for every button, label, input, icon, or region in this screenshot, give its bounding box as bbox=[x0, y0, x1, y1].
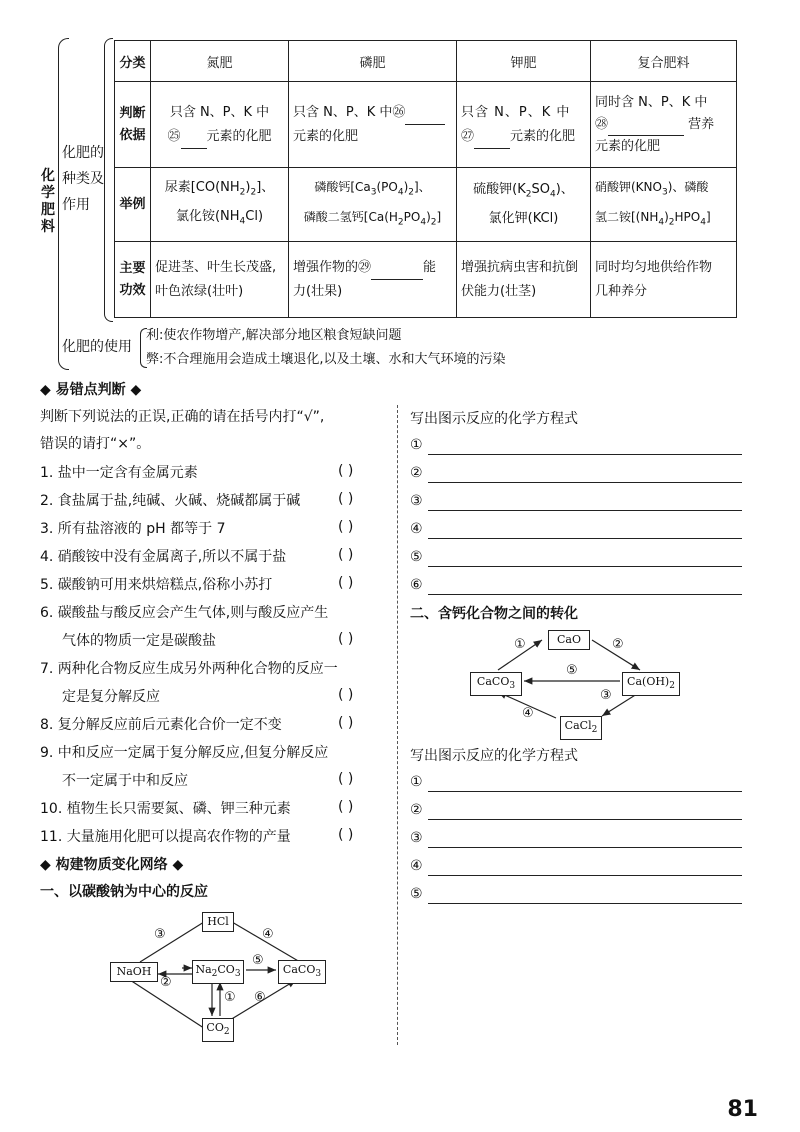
formula-text: 硫酸钾(K bbox=[473, 182, 526, 198]
node-text: CO bbox=[206, 1021, 224, 1034]
node-text: CaCl bbox=[564, 719, 592, 732]
blank-number: ㉕ bbox=[167, 128, 181, 144]
answer-paren[interactable]: ( ) bbox=[338, 799, 354, 815]
answer-paren[interactable]: ( ) bbox=[338, 519, 354, 535]
row-label-text: 功效 bbox=[119, 282, 146, 298]
vertical-heading bbox=[40, 168, 56, 236]
mistake-item-cont: 定是复分解反应 bbox=[62, 689, 160, 705]
heading-char: 化 bbox=[41, 168, 55, 184]
node-na2co3 bbox=[192, 960, 244, 984]
cell-effect-p bbox=[289, 242, 457, 318]
cell-text: 几种养分 bbox=[595, 283, 648, 299]
mistake-item: 9. 中和反应一定属于复分解反应,但复分解反应 bbox=[40, 745, 329, 761]
cell-text: 元素的化肥 bbox=[595, 138, 661, 154]
node-cacl2 bbox=[560, 716, 602, 740]
answer-paren[interactable]: ( ) bbox=[338, 687, 354, 703]
usage-con: 弊:不合理施用会造成土壤退化,以及土壤、水和大气环境的污染 bbox=[146, 352, 506, 367]
cell-text: 只含 N、P、K 中 bbox=[293, 104, 393, 120]
cell-text: 伏能力(壮茎) bbox=[461, 283, 537, 299]
edge-label: ③ bbox=[600, 688, 612, 703]
answer-paren[interactable]: ( ) bbox=[338, 463, 354, 479]
equation-prompt: 写出图示反应的化学方程式 bbox=[410, 748, 578, 764]
node-text: CO bbox=[217, 963, 235, 976]
formula-text: HPO bbox=[674, 209, 701, 224]
formula-text: ) bbox=[403, 180, 409, 195]
node-co2 bbox=[202, 1018, 234, 1042]
blank-number: ㉙ bbox=[358, 259, 372, 275]
mistake-item-cont: 不一定属于中和反应 bbox=[62, 773, 188, 789]
equation-line[interactable] bbox=[428, 566, 742, 567]
cell-text: 能 bbox=[423, 259, 437, 275]
node-sub: 2 bbox=[211, 969, 218, 980]
types-label-line: 作用 bbox=[62, 197, 90, 213]
cell-example-n bbox=[151, 168, 289, 242]
answer-paren[interactable]: ( ) bbox=[338, 491, 354, 507]
header-cell: 钾肥 bbox=[457, 41, 591, 82]
mistake-item: 2. 食盐属于盐,纯碱、火碱、烧碱都属于碱 bbox=[40, 493, 301, 509]
formula-sub: 4 bbox=[397, 187, 404, 198]
mistake-item: 10. 植物生长只需要氮、磷、钾三种元素 bbox=[40, 801, 291, 817]
answer-blank[interactable] bbox=[608, 119, 684, 136]
formula-sub: 4 bbox=[658, 216, 665, 227]
section-sodium-carbonate: 一、以碳酸钠为中心的反应 bbox=[40, 884, 208, 900]
row-label-text: 举例 bbox=[119, 196, 146, 212]
equation-number: ③ bbox=[410, 493, 423, 509]
cell-text: 同时含 N、P、K 中 bbox=[595, 94, 708, 110]
cell-text: 促进茎、叶生长茂盛, bbox=[155, 259, 277, 275]
mistakes-intro: 错误的请打“×”。 bbox=[40, 436, 151, 452]
answer-blank[interactable] bbox=[371, 263, 423, 280]
row-label-judge bbox=[115, 82, 151, 168]
mistakes-intro: 判断下列说法的正误,正确的请在括号内打“√”, bbox=[40, 409, 325, 425]
edge-label: ② bbox=[160, 975, 172, 990]
cell-judge-n bbox=[151, 82, 289, 168]
cell-text: 元素的化肥 bbox=[293, 128, 359, 144]
formula-text: 尿素[CO(NH bbox=[164, 179, 240, 195]
cell-text: 叶色浓绿(壮叶) bbox=[155, 283, 244, 299]
types-label-line: 化肥的 bbox=[62, 145, 104, 161]
section-calcium: 二、含钙化合物之间的转化 bbox=[410, 606, 578, 622]
node-text: CaCO bbox=[476, 675, 510, 688]
mistake-item: 1. 盐中一定含有金属元素 bbox=[40, 465, 198, 481]
edge-label: ① bbox=[514, 637, 526, 652]
node-text: CaCO bbox=[282, 963, 316, 976]
formula-sub: 4 bbox=[420, 216, 427, 227]
node-hcl: HCl bbox=[202, 912, 234, 932]
header-cell: 氮肥 bbox=[151, 41, 289, 82]
edge-hcl-naoh bbox=[140, 922, 204, 962]
formula-text: ) bbox=[245, 179, 251, 195]
formula-text: 磷酸钙[Ca bbox=[314, 180, 371, 195]
equation-prompt: 写出图示反应的化学方程式 bbox=[410, 411, 578, 427]
row-label-text: 判断 bbox=[119, 105, 146, 121]
formula-sub: 4 bbox=[700, 216, 706, 227]
formula-sub: 2 bbox=[430, 216, 437, 227]
node-text: Na bbox=[195, 963, 212, 976]
edge-label: ⑤ bbox=[252, 953, 264, 968]
edge-label: ⑥ bbox=[254, 990, 266, 1005]
formula-sub: 3 bbox=[370, 187, 377, 198]
formula-text: 硝酸钾(KNO bbox=[595, 180, 662, 195]
formula-text: ] bbox=[705, 209, 711, 224]
formula-sub: 2 bbox=[408, 187, 414, 198]
heading-char: 料 bbox=[41, 219, 55, 235]
formula-text: 氯化铵(NH bbox=[175, 208, 240, 224]
equation-number: ⑥ bbox=[410, 577, 423, 593]
formula-text: ]、 bbox=[414, 180, 431, 195]
answer-paren[interactable]: ( ) bbox=[338, 827, 354, 843]
equation-number: ① bbox=[410, 774, 423, 790]
usage-label: 化肥的使用 bbox=[62, 339, 132, 355]
types-label-line: 种类及 bbox=[62, 171, 104, 187]
heading-char: 学 bbox=[41, 185, 55, 201]
node-cao: CaO bbox=[548, 630, 590, 650]
formula-sub: 4 bbox=[239, 216, 246, 227]
cell-example-k bbox=[457, 168, 591, 242]
cell-text: 增强抗病虫害和抗倒 bbox=[461, 259, 579, 275]
equation-number: ② bbox=[410, 802, 423, 818]
equation-number: ② bbox=[410, 465, 423, 481]
header-cell: 复合肥料 bbox=[591, 41, 737, 82]
equation-line[interactable] bbox=[428, 903, 742, 904]
mistakes-heading: ◆ 易错点判断 ◆ bbox=[40, 382, 142, 398]
formula-text: ) bbox=[426, 209, 431, 224]
formula-sub: 2 bbox=[525, 189, 532, 200]
equation-line[interactable] bbox=[428, 875, 742, 876]
node-sub: 3 bbox=[315, 969, 322, 980]
formula-sub: 2 bbox=[668, 216, 675, 227]
node-sub: 2 bbox=[669, 681, 675, 692]
network-heading: ◆ 构建物质变化网络 ◆ bbox=[40, 857, 184, 873]
equation-line[interactable] bbox=[428, 510, 742, 511]
mistake-item-cont: 气体的物质一定是碳酸盐 bbox=[62, 633, 216, 649]
formula-text: ]、 bbox=[256, 179, 275, 195]
formula-text: )、 bbox=[555, 182, 574, 198]
formula-text: 氯化钾(KCl) bbox=[488, 210, 559, 226]
cell-text: 增强作物的 bbox=[293, 259, 359, 275]
answer-blank[interactable] bbox=[405, 108, 445, 125]
answer-paren[interactable]: ( ) bbox=[338, 547, 354, 563]
node-naoh: NaOH bbox=[110, 962, 158, 982]
formula-text: 氢二铵[(NH bbox=[595, 209, 659, 224]
equation-line[interactable] bbox=[428, 538, 742, 539]
cell-example-c bbox=[591, 168, 737, 242]
equation-number: ④ bbox=[410, 521, 423, 537]
mistake-item: 5. 碳酸钠可用来烘焙糕点,俗称小苏打 bbox=[40, 577, 273, 593]
formula-text: Cl) bbox=[245, 208, 264, 224]
equation-number: ④ bbox=[410, 858, 423, 874]
equation-line[interactable] bbox=[428, 454, 742, 455]
formula-text: 磷酸二氢钙[Ca(H bbox=[303, 209, 398, 224]
equation-line[interactable] bbox=[428, 594, 742, 595]
equation-number: ⑤ bbox=[410, 549, 423, 565]
row-label-text: 主要 bbox=[119, 260, 146, 276]
node-sub: 3 bbox=[509, 681, 516, 692]
mistake-item: 11. 大量施用化肥可以提高农作物的产量 bbox=[40, 829, 291, 845]
row-label-text: 依据 bbox=[119, 127, 146, 143]
formula-sub: 2 bbox=[239, 187, 246, 198]
formula-sub: 3 bbox=[661, 187, 668, 198]
page-number: 81 bbox=[727, 1097, 758, 1122]
answer-paren[interactable]: ( ) bbox=[338, 771, 354, 787]
node-sub: 2 bbox=[591, 725, 598, 736]
edge-label: ③ bbox=[154, 927, 166, 942]
equation-line[interactable] bbox=[428, 847, 742, 848]
node-caco3 bbox=[278, 960, 326, 984]
mistake-item: 6. 碳酸盐与酸反应会产生气体,则与酸反应产生 bbox=[40, 605, 329, 621]
heading-char: 肥 bbox=[41, 202, 55, 218]
blank-number: ㉖ bbox=[392, 104, 406, 120]
equation-line[interactable] bbox=[428, 482, 742, 483]
usage-pro: 利:使农作物增产,解决部分地区粮食短缺问题 bbox=[146, 328, 402, 343]
row-label-effect bbox=[115, 242, 151, 318]
formula-sub: 4 bbox=[550, 189, 556, 200]
edge-label: ④ bbox=[522, 706, 534, 721]
edge-label: ④ bbox=[262, 927, 274, 942]
cell-judge-k bbox=[457, 82, 591, 168]
cell-effect-n bbox=[151, 242, 289, 318]
mistake-item: 3. 所有盐溶液的 pH 都等于 7 bbox=[40, 521, 226, 537]
row-label-example bbox=[115, 168, 151, 242]
formula-sub: 2 bbox=[250, 187, 257, 198]
edge-label: ① bbox=[224, 990, 236, 1005]
cell-text: 只含 N、P、K 中 bbox=[461, 104, 571, 120]
header-cell: 分类 bbox=[115, 41, 151, 82]
column-divider bbox=[397, 405, 398, 1045]
formula-text: ) bbox=[664, 209, 669, 224]
formula-text: )、磷酸 bbox=[667, 180, 709, 195]
answer-blank[interactable] bbox=[474, 132, 510, 149]
cell-judge-c bbox=[591, 82, 737, 168]
edge-label: ⑤ bbox=[566, 663, 578, 678]
types-label bbox=[62, 140, 104, 218]
mistake-item: 8. 复分解反应前后元素化合价一定不变 bbox=[40, 717, 282, 733]
edge-label: ② bbox=[612, 637, 624, 652]
answer-paren[interactable]: ( ) bbox=[338, 575, 354, 591]
cell-text: 力(壮果) bbox=[293, 283, 343, 299]
cell-text: 元素的化肥 bbox=[510, 128, 576, 144]
equation-line[interactable] bbox=[428, 819, 742, 820]
answer-paren[interactable]: ( ) bbox=[338, 715, 354, 731]
node-caoh2 bbox=[622, 672, 680, 696]
equation-line[interactable] bbox=[428, 791, 742, 792]
cell-example-p bbox=[289, 168, 457, 242]
node-text: Ca(OH) bbox=[627, 675, 670, 688]
answer-paren[interactable]: ( ) bbox=[338, 631, 354, 647]
node-caco3 bbox=[470, 672, 522, 696]
node-sub: 2 bbox=[223, 1027, 230, 1038]
answer-blank[interactable] bbox=[181, 132, 207, 149]
node-sub: 3 bbox=[234, 969, 241, 980]
equation-number: ③ bbox=[410, 830, 423, 846]
formula-sub: 2 bbox=[397, 216, 404, 227]
equation-number: ① bbox=[410, 437, 423, 453]
cell-judge-p bbox=[289, 82, 457, 168]
equation-number: ⑤ bbox=[410, 886, 423, 902]
formula-text: SO bbox=[531, 182, 550, 198]
formula-text: PO bbox=[403, 209, 421, 224]
mistake-item: 4. 硝酸铵中没有金属离子,所以不属于盐 bbox=[40, 549, 287, 565]
cell-effect-k bbox=[457, 242, 591, 318]
mistake-item: 7. 两种化合物反应生成另外两种化合物的反应一 bbox=[40, 661, 338, 677]
brace-table bbox=[104, 38, 113, 322]
cell-text: 同时均匀地供给作物 bbox=[595, 259, 713, 275]
formula-text: (PO bbox=[376, 180, 398, 195]
fertilizer-table bbox=[114, 40, 737, 318]
cell-text: 营养 bbox=[688, 116, 715, 132]
header-cell: 磷肥 bbox=[289, 41, 457, 82]
cell-text: 只含 N、P、K 中 bbox=[169, 104, 270, 120]
formula-text: ] bbox=[436, 209, 442, 224]
cell-text: 元素的化肥 bbox=[206, 128, 272, 144]
cell-effect-c bbox=[591, 242, 737, 318]
blank-number: ㉗ bbox=[461, 128, 475, 144]
blank-number: ㉘ bbox=[595, 116, 609, 132]
